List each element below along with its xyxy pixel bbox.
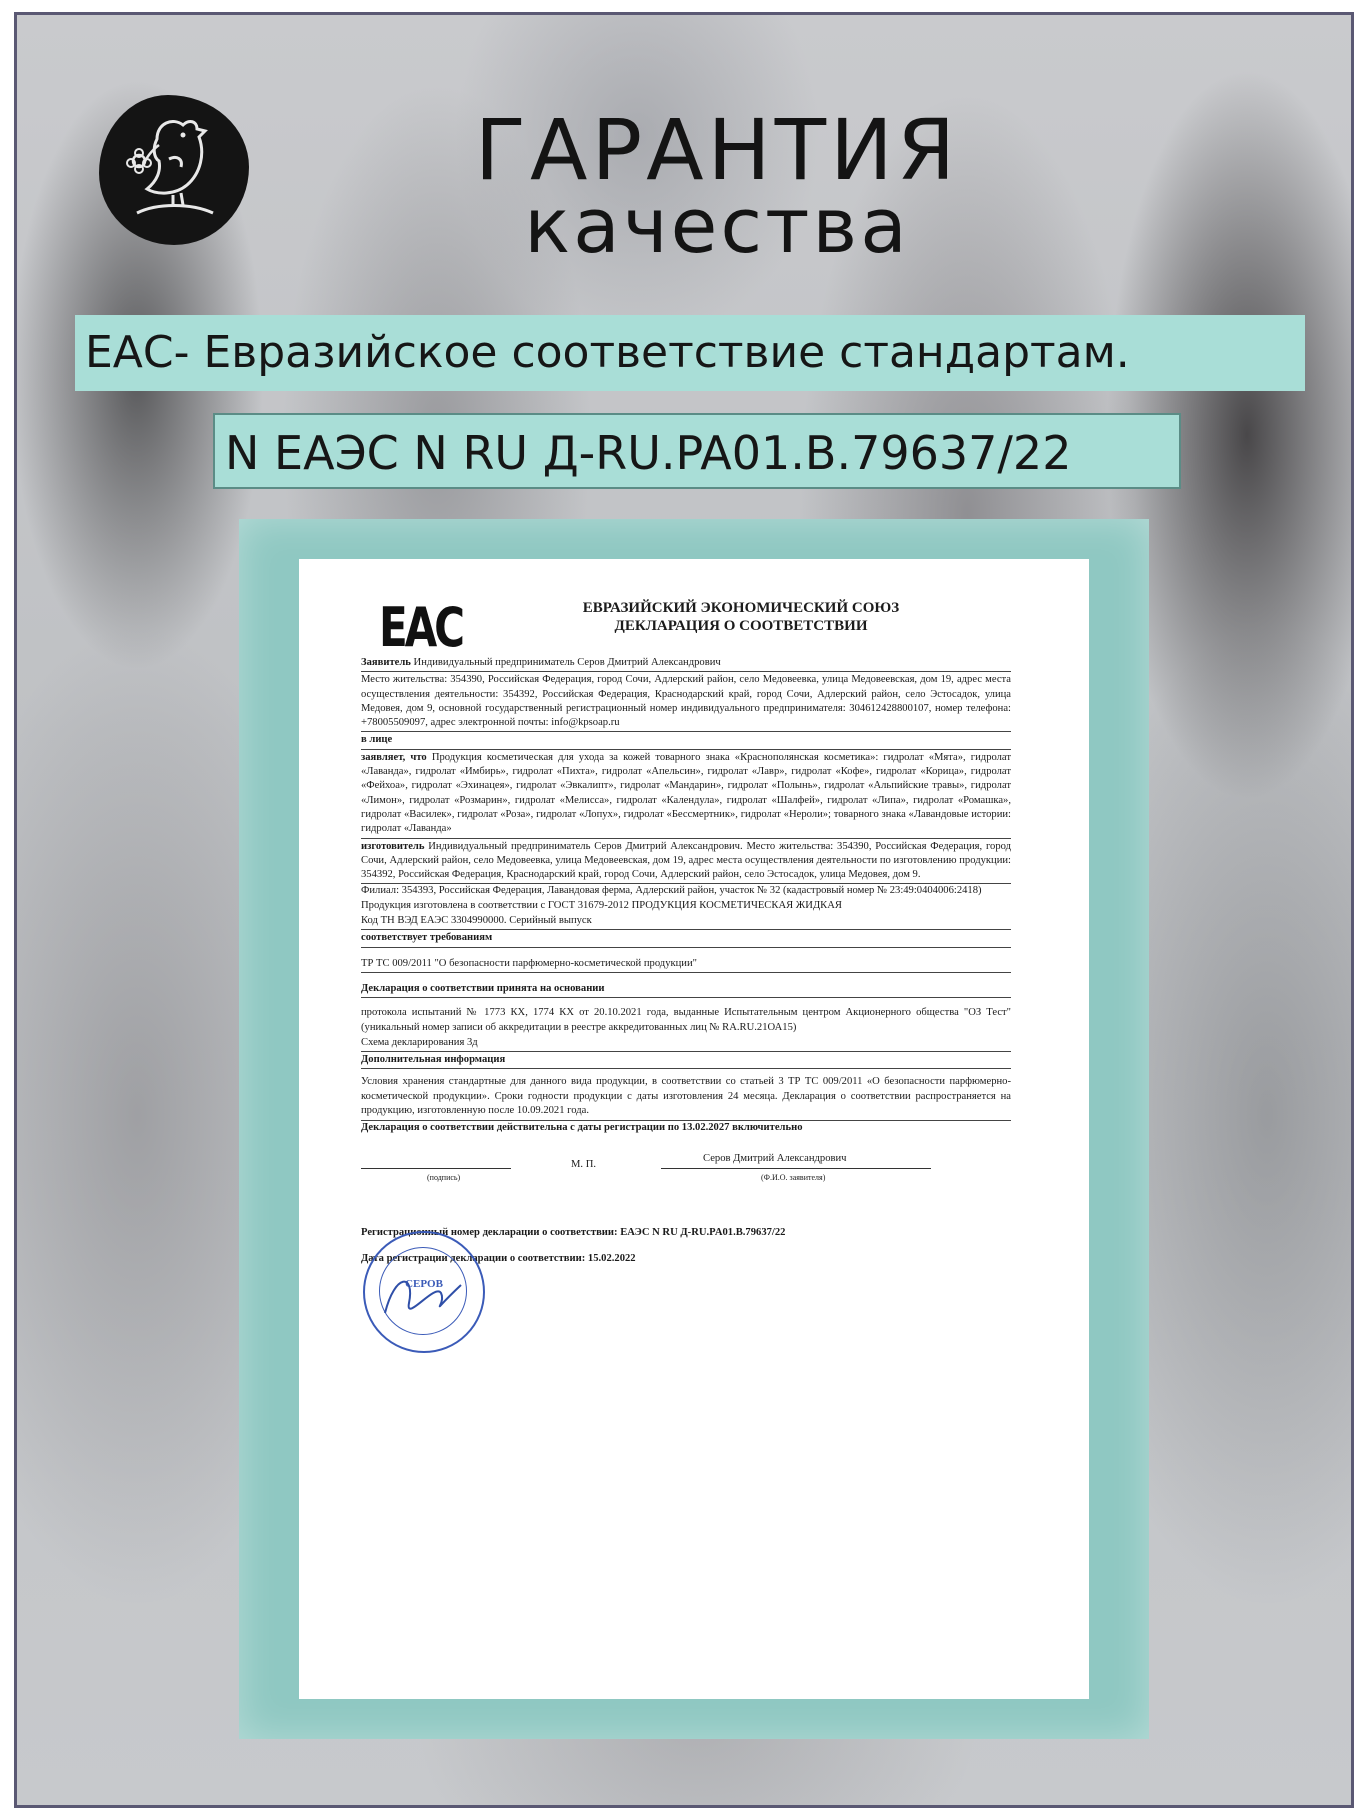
seal-mark: М. П. [571, 1158, 597, 1170]
bird-flower-icon [117, 109, 231, 231]
heading-declaration: ДЕКЛАРАЦИЯ О СООТВЕТСТВИИ [614, 618, 868, 634]
declaration-number-banner: N ЕАЭС N RU Д-RU.PA01.В.79637/22 [213, 413, 1181, 489]
signer-line [661, 1168, 931, 1169]
registration-number: Регистрационный номер декларации о соответствии: ЕАЭС N RU Д-RU.PA01.B.79637/22 [361, 1226, 786, 1238]
basis-label: Декларация о соответствии принята на основании [361, 981, 1011, 998]
signature-scribble-icon [365, 1233, 483, 1351]
stamp-text: СЕРОВ [405, 1278, 443, 1290]
brand-logo [99, 95, 249, 245]
signer-name: Серов Дмитрий Александрович [703, 1152, 847, 1164]
declares-row [361, 750, 1011, 839]
declaration-document [299, 559, 1089, 1699]
eac-mark: EAC [379, 596, 462, 659]
branch-row: Филиал: 354393, Российская Федерация, Лавандовая ферма, Адлерский район, участок № 32 (кадастровый номер № 23:49:0404006:2418) [361, 885, 982, 897]
basis-row: протокола испытаний № 1773 КХ, 1774 КХ от 20.10.2021 года, выданные Испытательным центром Акционерного общества "ОЗ Тест" (уникальный номер записи об аккредитации в реестре аккредитованных лиц № RA.RU.21ОА15) [361, 1007, 1011, 1033]
applicant-row [361, 655, 1011, 672]
document-heading [471, 599, 1011, 635]
declares-value: Продукция косметическая для ухода за кожей товарного знака «Краснополянская косметика»: гидролат «Мята», гидролат «Лаванда», гидролат «Имбирь», гидролат «Пихта», гидролат «Апельсин», гидролат «Лавр», гидролат «Кофе», гидролат «Корица», гидролат «Фейхоа», гидролат «Эхинацея», гидролат «Эвкалипт», гидролат «Мандарин», гидролат «Полынь», гидролат «Альпийские травы», гидролат «Лимон», гидролат «Розмарин», гидролат «Мелисса», гидролат «Календула», гидролат «Шалфей», гидролат «Липа», гидролат «Ромашка», гидролат «Василек», гидролат «Роза», гидролат «Лопух», гидролат «Бессмертник», гидролат «Нероли»; товарного знака «Лавандовые истории: гидролат «Лаванда» [361, 751, 1011, 835]
scheme-row: Схема декларирования 3д [361, 1035, 1011, 1052]
company-stamp [363, 1231, 485, 1353]
manufacturer-row [361, 839, 1011, 885]
declares-label: заявляет, что [361, 751, 427, 763]
document-body [361, 596, 1011, 1266]
signature-line [361, 1168, 511, 1169]
extra-row: Условия хранения стандартные для данного вида продукции, в соответствии со статьей 3 ТР ТС 009/2011 «О безопасности парфюмерно-косметической продукции». Сроки годности продукции с даты изготовления 24 месяца. Декларация о соответствии распространяется на продукцию, изготовленную после 10.09.2021 года. [361, 1069, 1011, 1121]
signature-caption: (подпись) [427, 1172, 461, 1182]
signature-row [361, 1146, 1011, 1200]
gost-row: Продукция изготовлена в соответствии с ГОСТ 31679-2012 ПРОДУКЦИЯ КОСМЕТИЧЕСКАЯ ЖИДКАЯ [361, 899, 842, 911]
complies-label: соответствует требованиям [361, 930, 1011, 947]
validity-row: Декларация о соответствии действительна с даты регистрации по 13.02.2027 включительно [361, 1122, 803, 1134]
applicant-value: Индивидуальный предприниматель Серов Дмитрий Александрович [410, 657, 721, 668]
eac-banner: ЕАС- Евразийское соответствие стандартам. [75, 315, 1305, 391]
signer-caption: (Ф.И.О. заявителя) [761, 1172, 826, 1182]
manufacturer-label: изготовитель [361, 840, 425, 852]
tr-ts-row: ТР ТС 009/2011 "О безопасности парфюмерно-косметической продукции" [361, 956, 1011, 973]
applicant-label: Заявитель [361, 657, 411, 668]
residence-row: Место жительства: 354390, Российская Федерация, город Сочи, Адлерский район, село Медовеевка, улица Медовеевская, дом 19, адрес места осуществления деятельности: 354392, Российская Федерация, Краснодарский край, город Сочи, Адлерский район, село Эстосадок, улица Медовея, дом 9, основной государственный регистрационный номер индивидуального предпринимателя: 304612428800107, номер телефона: +78005509097, адрес электронной почты: info@kpsoap.ru [361, 672, 1011, 732]
page-frame [14, 12, 1354, 1808]
in-person-row: в лице [361, 732, 1011, 749]
tn-ved-row: Код ТН ВЭД ЕАЭС 3304990000. Серийный выпуск [361, 913, 1011, 930]
page-subtitle: качества [524, 181, 910, 270]
manufacturer-value: Индивидуальный предприниматель Серов Дмитрий Александрович. Место жительства: 354390, Российская Федерация, город Сочи, Адлерский район, село Медовеевка, улица Медовеевская, дом 19, адрес места осуществления деятельности по изготовлению продукции: 354392, Российская Федерация, Краснодарский край, город Сочи, Адлерский район, село Эстосадок, улица Медовея, дом 9. [361, 840, 1011, 881]
heading-union: ЕВРАЗИЙСКИЙ ЭКОНОМИЧЕСКИЙ СОЮЗ [582, 600, 900, 616]
registration-date: Дата регистрации декларации о соответствии: 15.02.2022 [361, 1252, 636, 1264]
page-title: ГАРАНТИЯ [474, 101, 960, 199]
extra-label: Дополнительная информация [361, 1052, 1011, 1069]
